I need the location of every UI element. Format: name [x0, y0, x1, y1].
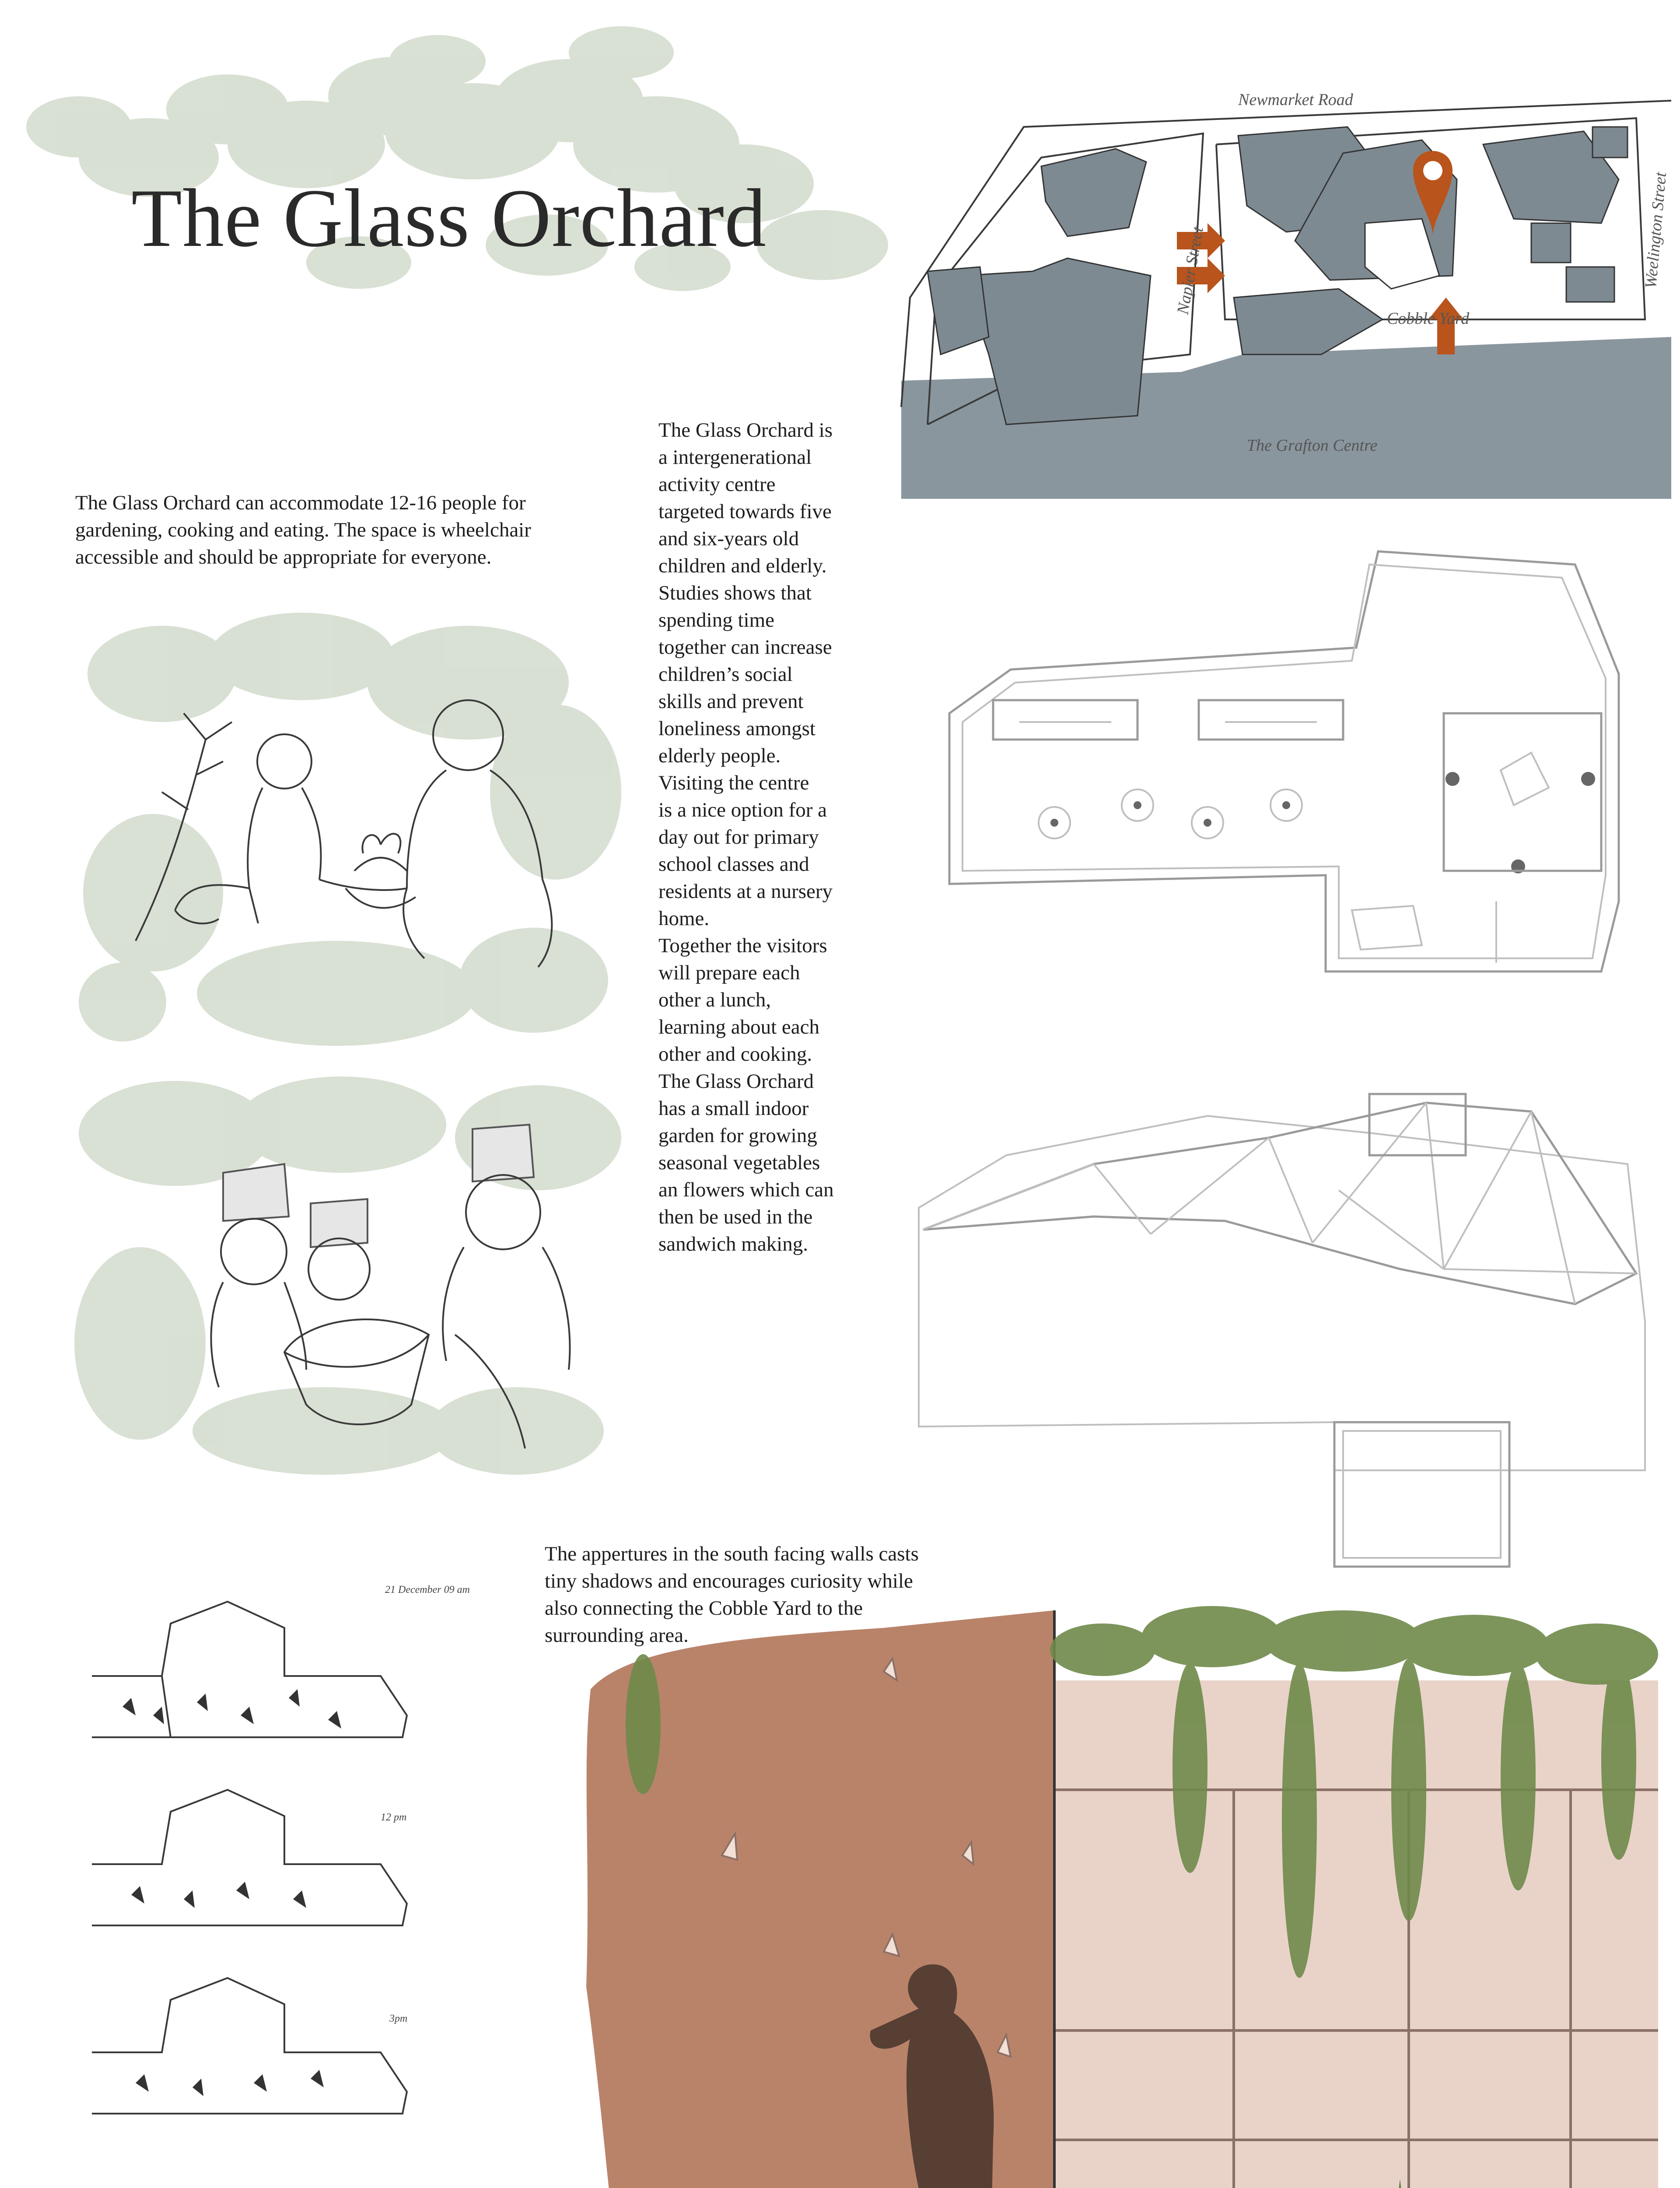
- shadow-studies: [83, 1584, 477, 2188]
- page-title: The Glass Orchard: [131, 172, 767, 264]
- site-map: [901, 92, 1671, 499]
- center-text: The Glass Orchard is a intergenerational activity centre targeted towards five and six-years old children and elderly. Studies shows that spending time together can increase children’s social skills and prevent loneliness amongst elderly people. Visiting the centre is a nice option for a day out for primary school classes and residents at a nursery home. Together the visitors will prepare each other a lunch, learning about each other and cooking. The Glass Orchard has a small indoor garden for growing seasonal vegetables an flowers which can then be used in the sandwich making.: [658, 419, 834, 1255]
- intro-text: The Glass Orchard can accommodate 12-16 people for gardening, cooking and eating. The space is wheelchair accessible and should be appropriate for everyone.: [75, 491, 531, 568]
- study-label-2: 12 pm: [381, 1812, 407, 1823]
- floor-plan: [892, 525, 1654, 1041]
- interior-wall: [1054, 1680, 1658, 2188]
- study-label-3: 3pm: [389, 2013, 408, 2024]
- street-weelington: Weelington Street: [1642, 171, 1670, 289]
- gardening-sketch: [74, 608, 626, 1059]
- street-grafton: The Grafton Centre: [1247, 436, 1378, 455]
- street-cobble-yard: Cobble Yard: [1387, 309, 1470, 328]
- street-napier: Napier Street: [1173, 225, 1207, 316]
- street-newmarket: Newmarket Road: [1238, 91, 1353, 109]
- study-label-1: 21 December 09 am: [385, 1584, 470, 1595]
- roof-plan: [875, 1076, 1662, 1580]
- courtyard-rendering: [578, 1593, 1662, 2188]
- title-foliage-wash: [0, 0, 919, 333]
- cooking-sketch: [79, 1072, 630, 1483]
- apertures-text: The appertures in the south facing walls casts tiny shadows and encourages curiosity while also connecting the Cobble Yard to the surrounding area.: [545, 1543, 919, 1647]
